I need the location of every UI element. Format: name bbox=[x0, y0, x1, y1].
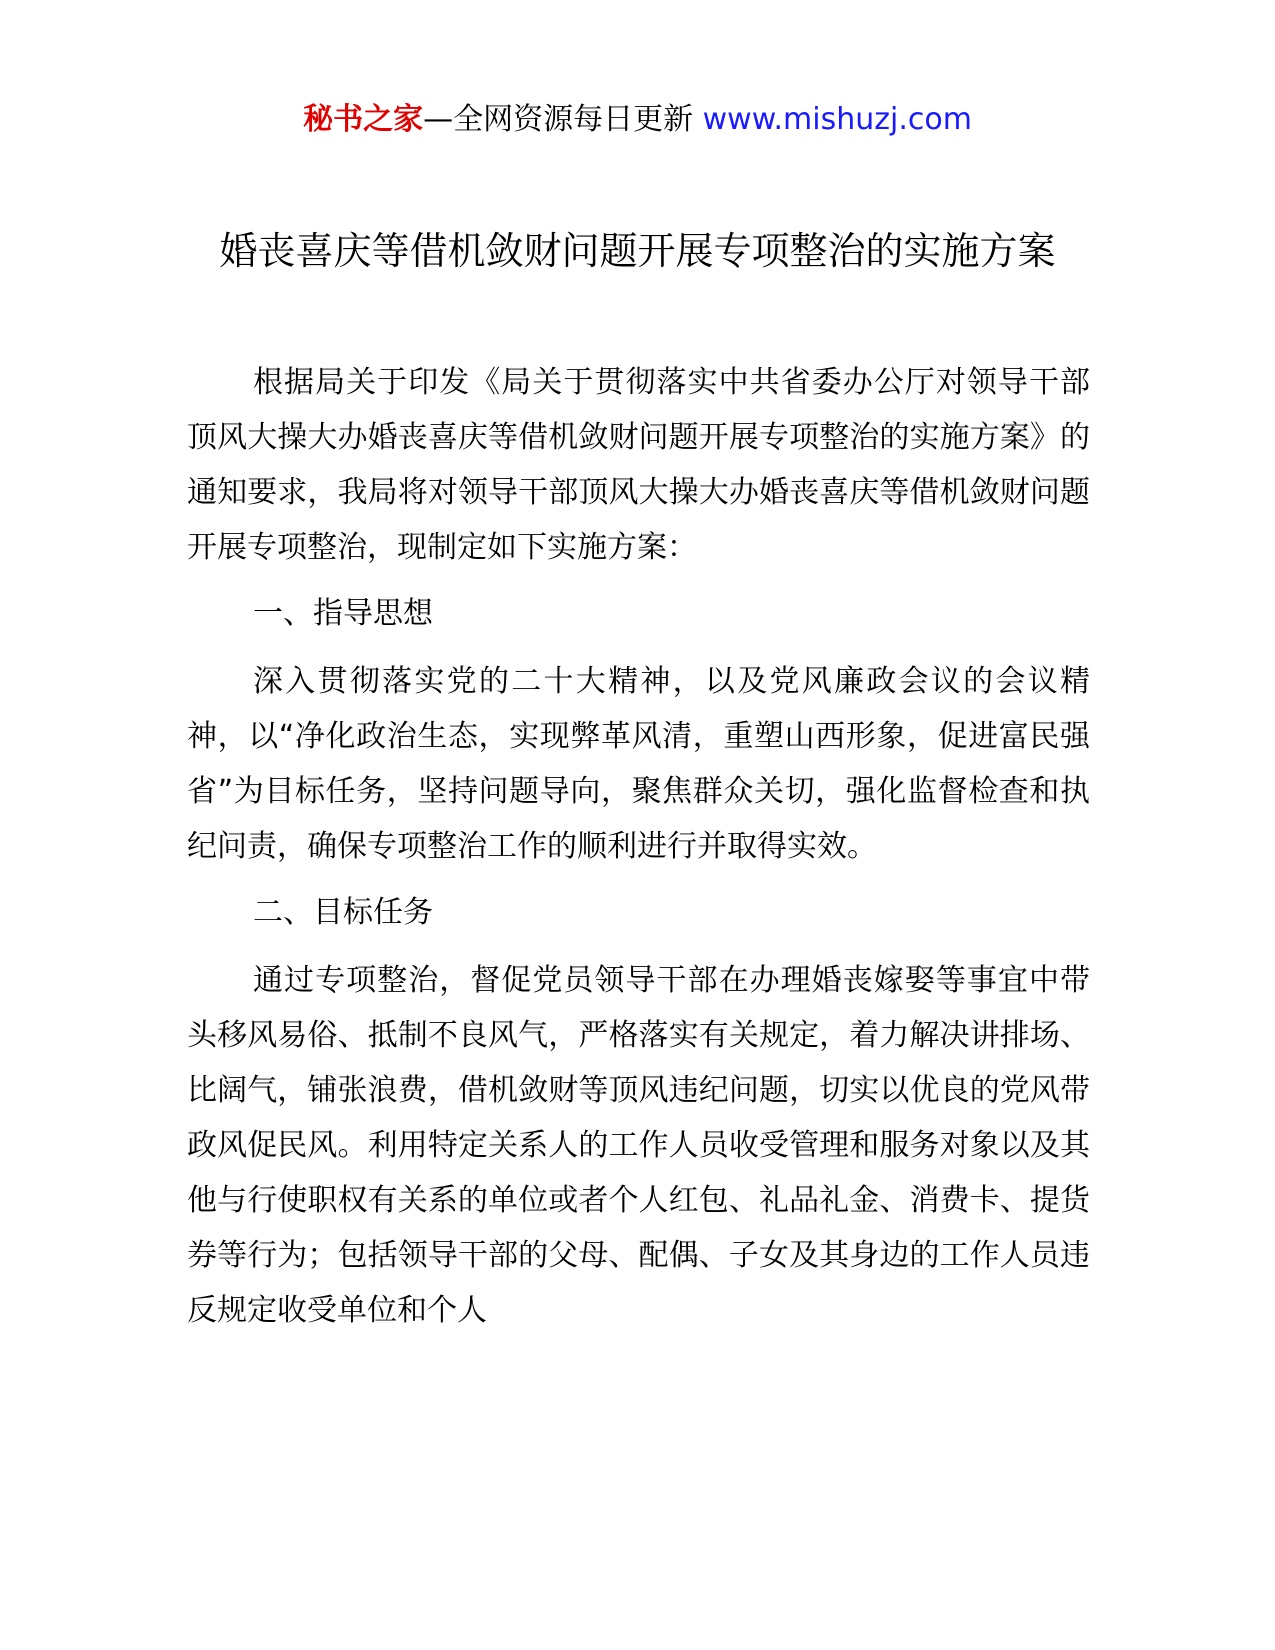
guiding-ideology-paragraph: 深入贯彻落实党的二十大精神，以及党风廉政会议的会议精神，以“净化政治生态，实现弊革风清，重塑山西形象，促进富民强省”为目标任务，坚持问题导向，聚焦群众关切，强化监督检查和执纪问责，确保专项整治工作的顺利进行并取得实效。 bbox=[187, 664, 1090, 864]
objectives-paragraph: 通过专项整治，督促党员领导干部在办理婚丧嫁娶等事宜中带头移风易俗、抵制不良风气，严格落实有关规定，着力解决讲排场、比阔气，铺张浪费，借机敛财等顶风违纪问题，切实以优良的党风带政风促民风。利用特定关系人的工作人员收受管理和服务对象以及其他与行使职权有关系的单位或者个人红包、礼品礼金、消费卡、提货券等行为；包括领导干部的父母、配偶、子女及其身边的工作人员违反规定收受单位和个人 bbox=[187, 963, 1090, 1328]
site-tagline: —全网资源每日更新 bbox=[423, 102, 694, 137]
site-brand: 秘书之家 bbox=[303, 102, 424, 137]
document-body bbox=[187, 355, 1090, 1349]
document-title: 婚丧喜庆等借机敛财问题开展专项整治的实施方案 bbox=[219, 229, 1056, 273]
section-heading-objectives: 二、目标任务 bbox=[253, 895, 433, 930]
site-header bbox=[0, 98, 1275, 142]
site-url-link[interactable]: www.mishuzj.com bbox=[702, 102, 972, 137]
section-heading-guiding-ideology: 一、指导思想 bbox=[253, 596, 433, 631]
intro-paragraph: 根据局关于印发《局关于贯彻落实中共省委办公厅对领导干部顶风大操大办婚丧喜庆等借机敛财问题开展专项整治的实施方案》的通知要求，我局将对领导干部顶风大操大办婚丧喜庆等借机敛财问题开展专项整治，现制定如下实施方案： bbox=[187, 365, 1090, 565]
